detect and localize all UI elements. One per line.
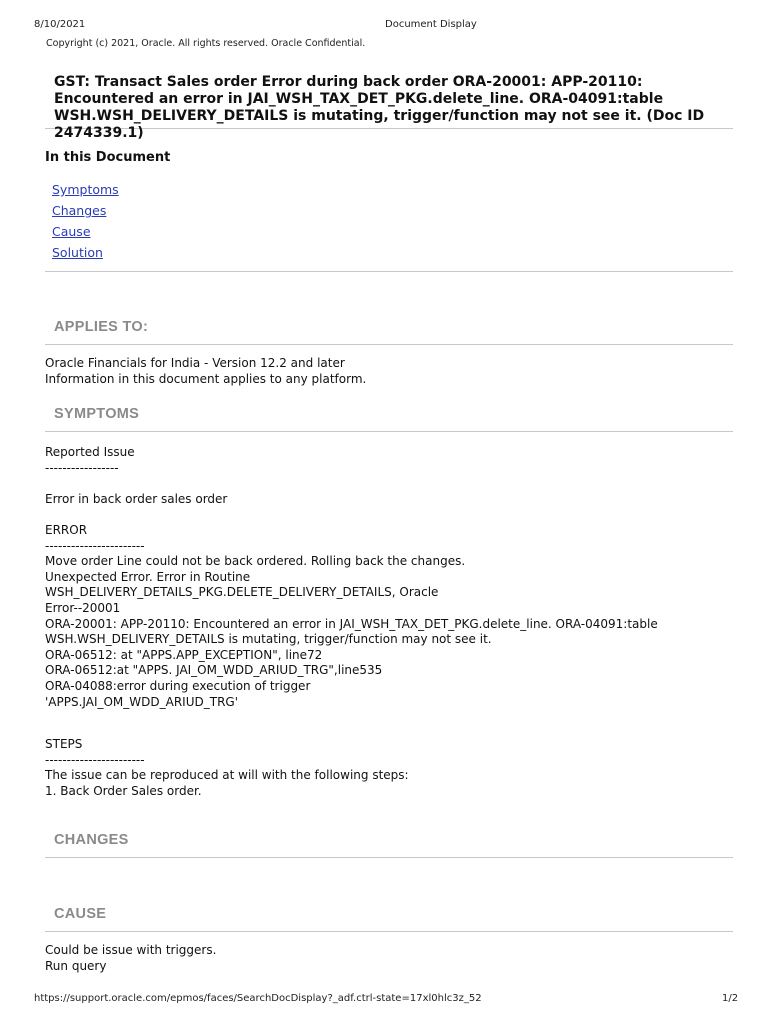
divider xyxy=(45,344,733,345)
symptom-line: Move order Line could not be back ordered. Rolling back the changes. xyxy=(45,554,466,569)
divider xyxy=(45,271,733,272)
divider xyxy=(45,431,733,432)
page-number: 1/2 xyxy=(722,993,739,1004)
toc-link-solution[interactable]: Solution xyxy=(52,245,103,260)
cause-line: Run query xyxy=(45,958,107,973)
symptom-line: Error in back order sales order xyxy=(45,491,228,506)
changes-heading: CHANGES xyxy=(54,832,129,848)
symptom-line: ORA-04088:error during execution of trigger xyxy=(45,678,311,693)
article-title-box xyxy=(45,64,733,141)
steps-line: 1. Back Order Sales order. xyxy=(45,783,202,798)
toc-link-symptoms[interactable]: Symptoms xyxy=(52,182,119,197)
symptom-line: Error--20001 xyxy=(45,600,121,615)
applies-to-heading: APPLIES TO: xyxy=(54,319,149,335)
symptom-line: ORA-20001: APP-20110: Encountered an error in JAI_WSH_TAX_DET_PKG.delete_line. ORA-04091:table xyxy=(45,616,658,631)
cause-body xyxy=(45,943,216,974)
print-date: 8/10/2021 xyxy=(34,19,86,30)
toc-link-cause[interactable]: Cause xyxy=(52,224,91,239)
symptom-line: WSH_DELIVERY_DETAILS_PKG.DELETE_DELIVERY_DETAILS, Oracle xyxy=(45,585,439,600)
print-url: https://support.oracle.com/epmos/faces/SearchDocDisplay?_adf.ctrl-state=17xl0hlc3z_52 xyxy=(34,993,482,1004)
symptoms-heading: SYMPTOMS xyxy=(54,406,140,422)
article-title: GST: Transact Sales order Error during back order ORA-20001: APP-20110: Encountered an error in JAI_WSH_TAX_DET_PKG.delete_line. ORA-04091:table WSH.WSH_DELIVERY_DETAILS is mutating, trigger/function may not see it. (Doc ID 2474339.1) xyxy=(54,74,705,141)
divider xyxy=(45,857,733,858)
cause-heading: CAUSE xyxy=(54,906,107,922)
symptom-line: ----------------- xyxy=(45,460,119,475)
steps-line: STEPS xyxy=(45,737,83,751)
steps-line: ----------------------- xyxy=(45,752,145,767)
symptoms-reported xyxy=(45,445,658,710)
symptom-line: Unexpected Error. Error in Routine xyxy=(45,569,251,584)
symptom-line: WSH.WSH_DELIVERY_DETAILS is mutating, trigger/function may not see it. xyxy=(45,632,492,647)
applies-to-line: Information in this document applies to any platform. xyxy=(45,371,367,386)
symptom-line: Reported Issue xyxy=(45,445,135,459)
steps-line: The issue can be reproduced at will with the following steps: xyxy=(45,768,409,783)
print-doc-title: Document Display xyxy=(385,19,477,30)
symptom-line: 'APPS.JAI_OM_WDD_ARIUD_TRG' xyxy=(45,694,239,709)
applies-to-line: Oracle Financials for India - Version 12.2 and later xyxy=(45,356,345,370)
symptom-line: ORA-06512: at "APPS.APP_EXCEPTION", line72 xyxy=(45,647,323,662)
applies-to-body xyxy=(45,356,366,387)
toc-link-changes[interactable]: Changes xyxy=(52,203,107,218)
symptom-line: ----------------------- xyxy=(45,538,145,553)
symptom-line: ORA-06512:at "APPS. JAI_OM_WDD_ARIUD_TRG",line535 xyxy=(45,663,383,678)
symptoms-steps xyxy=(45,737,409,799)
copyright-notice: Copyright (c) 2021, Oracle. All rights reserved. Oracle Confidential. xyxy=(46,38,366,49)
symptom-line xyxy=(45,507,658,523)
symptom-line xyxy=(45,476,658,492)
cause-line: Could be issue with triggers. xyxy=(45,943,217,957)
divider xyxy=(45,931,733,932)
toc-heading: In this Document xyxy=(45,150,171,165)
symptom-line: ERROR xyxy=(45,522,88,537)
